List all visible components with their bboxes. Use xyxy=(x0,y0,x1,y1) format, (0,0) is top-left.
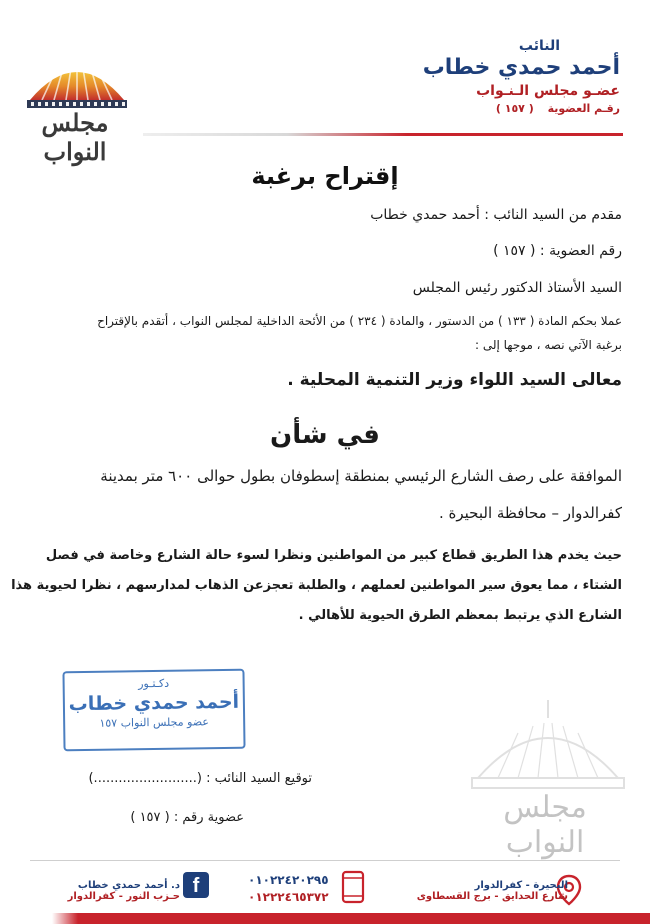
header-divider xyxy=(143,133,623,136)
member-header xyxy=(423,38,620,115)
header-name: أحمد حمدي خطاب xyxy=(422,55,620,80)
facebook-line-1: د. أحمد حمدي خطاب xyxy=(77,880,180,891)
footer-divider xyxy=(30,860,620,861)
watermark-text: مجلس النواب xyxy=(503,790,587,860)
subject-heading: في شأن xyxy=(270,420,380,450)
preamble-line-1: عملا بحكم المادة ( ١٣٣ ) من الدستور ، والمادة ( ٢٣٤ ) من الأئحة الداخلية لمجلس النواب ، أتقدم بالإقتراح xyxy=(97,314,622,328)
preamble-line-2: برغبة الآتي نصه ، موجها إلى : xyxy=(474,338,622,352)
stamp-line-1: دكـتـور xyxy=(138,676,170,691)
phone-2: ٠١٢٢٢٤٦٥٣٧٢ xyxy=(248,890,329,904)
body-line-1: الموافقة على رصف الشارع الرئيسي بمنطقة إسطوفان بطول حوالى ٦٠٠ متر بمدينة xyxy=(100,467,622,485)
membership-number: ( ١٥٧ ) xyxy=(495,102,534,115)
signature-label: توقيع السيد النائب : (.........................) xyxy=(88,771,312,786)
recipient: معالى السيد اللواء وزير التنمية المحلية . xyxy=(287,370,622,390)
document-title: إقتراح برغبة xyxy=(251,162,399,190)
header-role: النائب xyxy=(518,38,560,54)
address-line-2: شارع الحدايق - برج القسطاوى xyxy=(416,891,568,902)
footer-bar xyxy=(0,913,650,924)
address-line-1: البحيرة - كفرالدوار xyxy=(474,880,568,891)
addressee: السيد الأستاذ الدكتور رئيس المجلس xyxy=(412,280,622,296)
stamp-line-2: أحمد حمدي خطاب xyxy=(68,690,240,716)
reason-line-1: حيث يخدم هذا الطريق قطاع كبير من المواطنين ونظرا لسوء حالة الشارع وخاصة في فصل xyxy=(45,548,622,563)
reason-line-2: الشتاء ، مما يعوق سير المواطنين لعملهم ، والطلبة تعجزعن الذهاب لمدارسهم ، نظرا لحيوية هذا xyxy=(11,578,622,593)
signature-membership: عضوية رقم : ( ١٥٧ ) xyxy=(130,810,244,825)
membership-line: رقم العضوية : ( ١٥٧ ) xyxy=(493,243,622,259)
membership-label: رقـم العضوية xyxy=(547,102,620,115)
official-stamp xyxy=(62,669,245,752)
facebook-icon: f xyxy=(183,872,209,898)
phone-1: ٠١٠٢٢٤٢٠٢٩٥ xyxy=(248,873,329,887)
body-line-2: كفرالدوار – محافظة البحيرة . xyxy=(438,504,622,522)
footer-phones xyxy=(248,872,329,906)
header-membership xyxy=(423,102,620,115)
footer-facebook xyxy=(68,880,180,902)
header-member-title: عضـو مجلس الـنـواب xyxy=(476,83,620,99)
reason-line-3: الشارع الذي يرتبط بمعظم الطرق الحيوية للأهالي . xyxy=(298,608,622,623)
stamp-line-3: عضو مجلس النواب ١٥٧ xyxy=(99,715,210,730)
mobile-phone-icon xyxy=(340,870,366,904)
submitted-by: مقدم من السيد النائب : أحمد حمدي خطاب xyxy=(370,207,622,223)
footer-address xyxy=(417,880,568,902)
facebook-line-2: حـزب النور - كفرالدوار xyxy=(67,891,180,902)
logo-text: مجلس النواب xyxy=(41,108,109,166)
